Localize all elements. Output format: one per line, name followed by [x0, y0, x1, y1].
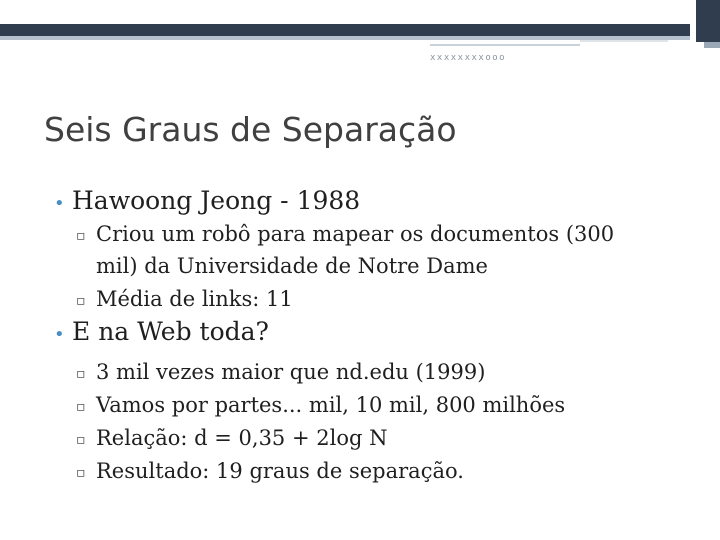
bullet-item: E na Web toda? [72, 317, 269, 346]
sub-bullet-item: Vamos por partes... mil, 10 mil, 800 milhões [96, 393, 566, 417]
header-rule-secondary [580, 40, 668, 42]
sub-bullet-item: Relação: d = 0,35 + 2log N [96, 426, 388, 450]
sub-bullet-item: 3 mil vezes maior que nd.edu (1999) [96, 360, 486, 384]
sub-bullet-item: Resultado: 19 graus de separação. [96, 459, 464, 483]
header-band [0, 0, 720, 24]
sub-bullet-marker: ▫ [76, 399, 86, 415]
sub-bullet-marker: ▫ [76, 465, 86, 481]
bullet-item: Hawoong Jeong - 1988 [72, 186, 361, 215]
sub-bullet-item-continued: mil) da Universidade de Notre Dame [96, 254, 488, 278]
sub-bullet-marker: ▫ [76, 293, 86, 309]
header-rule [430, 44, 580, 46]
bullet-marker: • [54, 193, 65, 214]
sub-bullet-marker: ▫ [76, 228, 86, 244]
decorative-pattern: xxxxxxxxooo [430, 53, 507, 63]
bullet-marker: • [54, 324, 65, 345]
sub-bullet-item: Média de links: 11 [96, 287, 293, 311]
slide-title: Seis Graus de Separação [44, 110, 457, 149]
sub-bullet-item: Criou um robô para mapear os documentos (300 [96, 222, 615, 246]
header-dark-bar [0, 24, 690, 36]
sub-bullet-marker: ▫ [76, 432, 86, 448]
header-corner-dark [696, 0, 720, 42]
sub-bullet-marker: ▫ [76, 366, 86, 382]
